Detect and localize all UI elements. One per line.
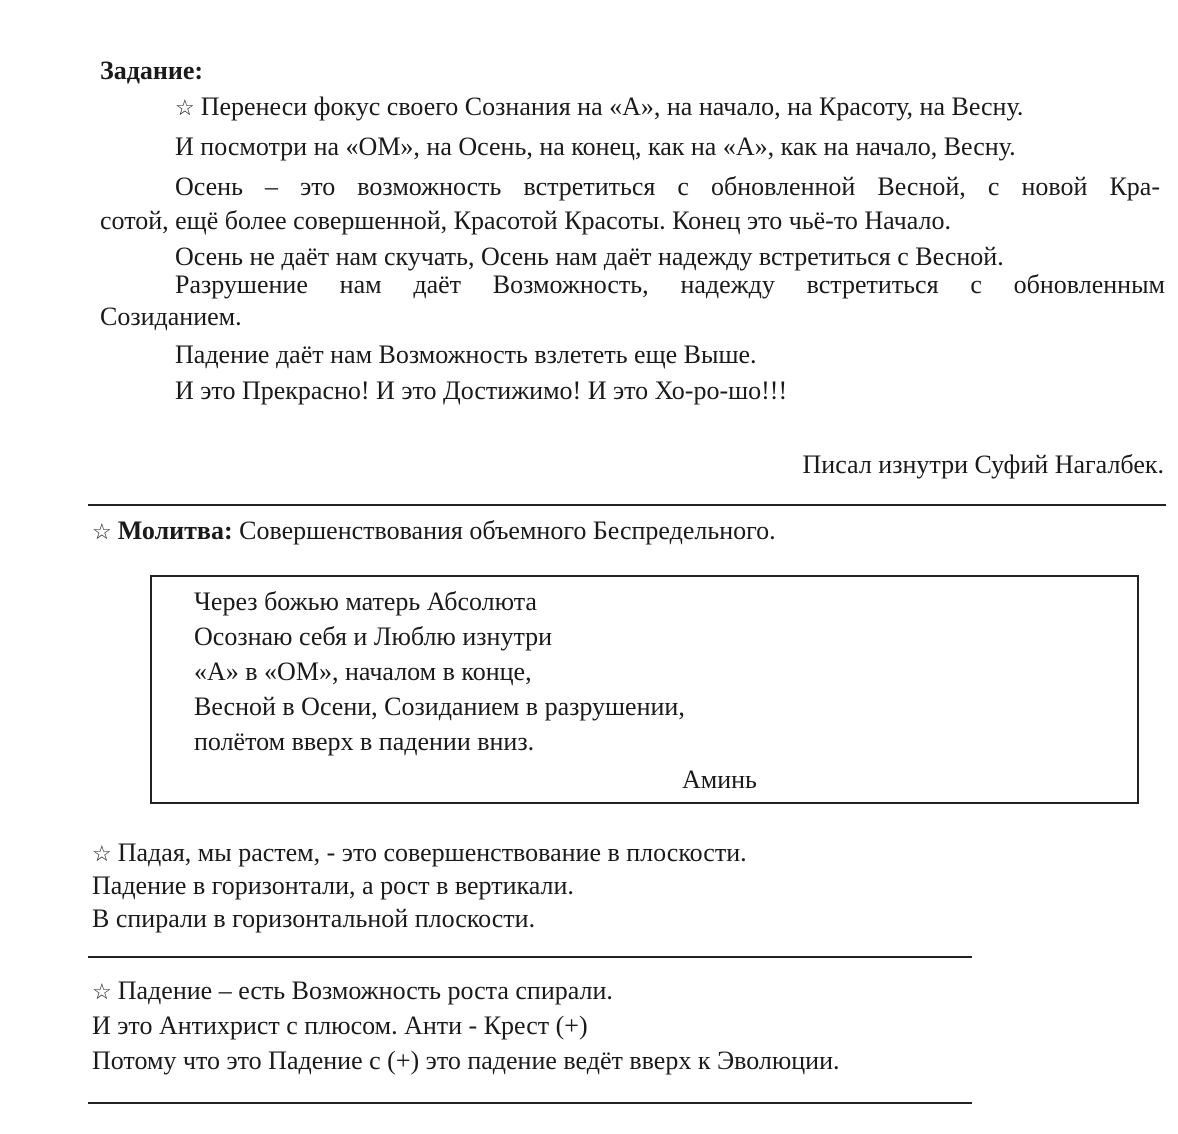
task-line-8: Падение даёт нам Возможность взлететь еще Выше.: [175, 340, 757, 369]
note2-line-2: И это Антихрист с плюсом. Анти - Крест (+): [92, 1011, 588, 1040]
task-signature: Писал изнутри Суфий Нагалбек.: [802, 450, 1164, 479]
note1-line-2: Падение в горизонтали, а рост в вертикали.: [92, 871, 574, 900]
prayer-box: [150, 575, 1139, 804]
note2-line-3: Потому что это Падение с (+) это падение ведёт вверх к Эволюции.: [92, 1046, 840, 1075]
task-line-5: Осень не даёт нам скучать, Осень нам даёт надежду встретиться с Весной.: [175, 242, 1004, 271]
task-line-9: И это Прекрасно! И это Достижимо! И это Хо-ро-шо!!!: [175, 376, 788, 405]
note2-line-1: ☆ Падение – есть Возможность роста спирали.: [92, 976, 613, 1005]
prayer-line-1: Через божью матерь Абсолюта: [194, 587, 537, 616]
prayer-label: Молитва:: [117, 516, 233, 545]
divider-1: [88, 504, 1166, 506]
task-line-6: Разрушение нам даёт Возможность, надежду встретиться с обновленным: [175, 270, 1165, 299]
note1-line-3: В спирали в горизонтальной плоскости.: [92, 904, 536, 933]
prayer-line-4: Весной в Осени, Созиданием в разрушении,: [194, 692, 685, 721]
star-outline-icon: ☆: [92, 841, 112, 866]
prayer-line-3: «А» в «ОМ», началом в конце,: [194, 657, 532, 686]
task-line-7: Созиданием.: [100, 302, 242, 331]
prayer-line-2: Осознаю себя и Люблю изнутри: [194, 622, 553, 651]
prayer-title-line: [92, 516, 776, 547]
note1-line-1: ☆ Падая, мы растем, - это совершенствование в плоскости.: [92, 838, 747, 867]
prayer-amen: Аминь: [682, 765, 757, 794]
star-outline-icon: ☆: [175, 95, 195, 120]
divider-3: [88, 1102, 972, 1104]
divider-2: [88, 956, 972, 958]
task-line-1: ☆ Перенеси фокус своего Сознания на «А», на начало, на Красоту, на Весну.: [175, 92, 1024, 121]
task-line-4: сотой, ещё более совершенной, Красотой Красоты. Конец это чьё-то Начало.: [100, 206, 951, 235]
star-outline-icon: ☆: [92, 519, 112, 544]
star-outline-icon: ☆: [92, 979, 112, 1004]
prayer-line-5: полётом вверх в падении вниз.: [194, 727, 535, 756]
prayer-title: Совершенствования объемного Беспредельного.: [239, 516, 776, 545]
task-line-2: И посмотри на «ОМ», на Осень, на конец, как на «А», как на начало, Весну.: [175, 132, 1016, 161]
task-line-3: Осень – это возможность встретиться с обновленной Весной, с новой Кра-: [175, 172, 1160, 201]
task-heading: Задание:: [100, 56, 204, 85]
